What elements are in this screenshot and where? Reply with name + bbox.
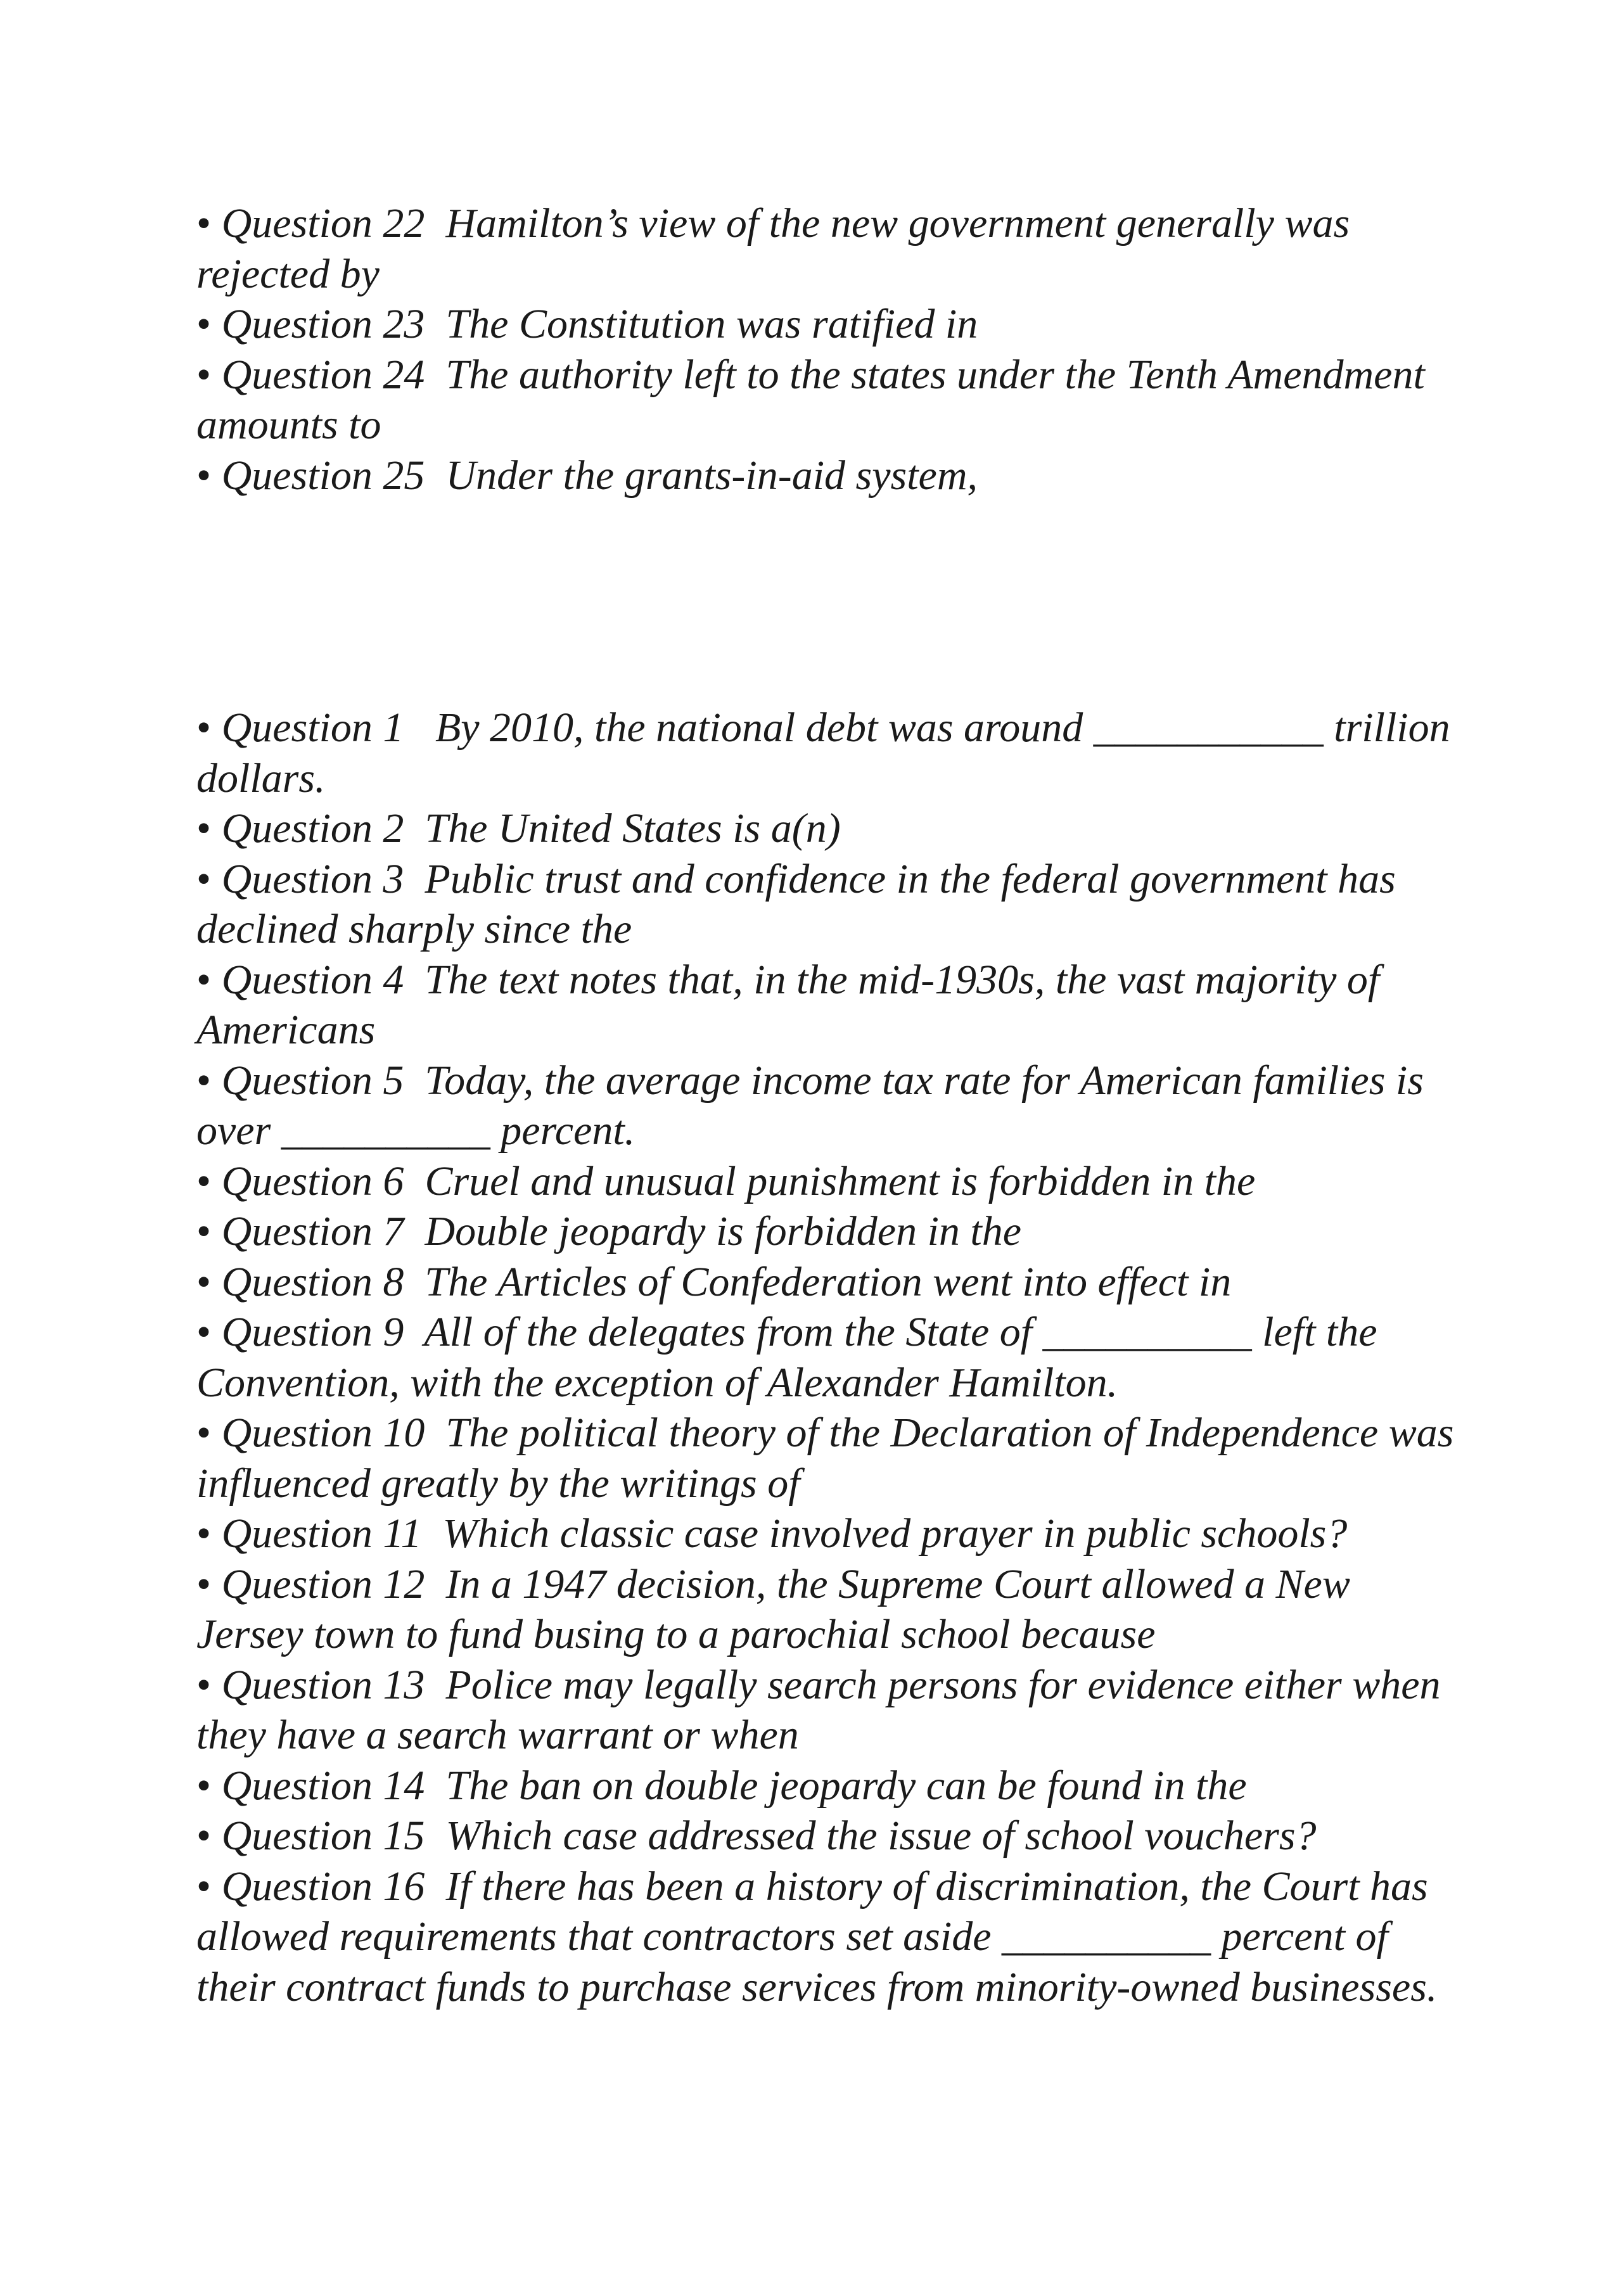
question-text: The authority left to the states under the Tenth Amendment amounts to [196,351,1436,448]
question-5 [196,1056,1464,1156]
bullet: • [196,1762,212,1809]
question-number: Question 4 [221,956,404,1003]
question-text: In a 1947 decision, the Supreme Court allowed a New Jersey town to fund busing to a parochial school because [196,1560,1361,1657]
question-24 [196,350,1464,450]
question-11 [196,1508,1464,1559]
bullet: • [196,705,212,751]
bullet: • [196,1258,212,1305]
question-number: Question 22 [221,200,425,246]
question-4 [196,955,1464,1056]
question-text: Today, the average income tax rate for American families is over __________ percent. [196,1057,1434,1154]
bullet: • [196,200,212,246]
question-22 [196,198,1464,299]
question-text: The political theory of the Declaration of Independence was influenced greatly by the writings of [196,1410,1464,1507]
question-number: Question 25 [221,452,425,499]
question-16 [196,1861,1464,2013]
bullet: • [196,1560,212,1607]
question-13 [196,1660,1464,1761]
bullet: • [196,805,212,851]
question-text: Cruel and unusual punishment is forbidden in the [425,1158,1256,1204]
bullet: • [196,452,212,499]
question-list [196,703,1464,2012]
question-9 [196,1307,1464,1408]
question-7 [196,1206,1464,1257]
question-number: Question 11 [221,1510,422,1557]
question-6 [196,1156,1464,1207]
bullet: • [196,855,212,902]
question-number: Question 2 [221,805,404,851]
question-2 [196,803,1464,854]
question-number: Question 1 [221,705,404,751]
bullet: • [196,1863,212,1910]
question-25 [196,450,1464,501]
question-text: The ban on double jeopardy can be found in the [445,1762,1247,1809]
question-14 [196,1761,1464,1811]
question-8 [196,1257,1464,1308]
question-1 [196,703,1464,803]
question-number: Question 12 [221,1560,425,1607]
bullet: • [196,301,212,347]
question-number: Question 5 [221,1057,404,1104]
question-number: Question 13 [221,1661,425,1708]
question-10 [196,1408,1464,1508]
question-3 [196,854,1464,955]
question-number: Question 24 [221,351,425,398]
question-text: Double jeopardy is forbidden in the [425,1208,1022,1254]
question-text: The Articles of Confederation went into effect in [425,1258,1232,1305]
bullet: • [196,1309,212,1355]
question-text: Public trust and confidence in the federal government has declined sharply since the [196,855,1407,952]
bullet: • [196,1158,212,1204]
question-text: Police may legally search persons for evidence either when they have a search warrant or when [196,1661,1452,1758]
bullet: • [196,956,212,1003]
question-text: By 2010, the national debt was around ___________ trillion dollars. [196,705,1461,801]
question-number: Question 10 [221,1410,425,1456]
bullet: • [196,1813,212,1859]
bullet: • [196,1410,212,1456]
question-list-continued [196,198,1464,501]
question-text: Hamilton’s view of the new government generally was rejected by [196,200,1360,297]
question-text: Which case addressed the issue of school vouchers? [445,1813,1317,1859]
bullet: • [196,351,212,398]
question-23 [196,299,1464,350]
question-text: Which classic case involved prayer in public schools? [442,1510,1348,1557]
question-15 [196,1811,1464,1861]
bullet: • [196,1208,212,1254]
question-text: All of the delegates from the State of __________ left the Convention, with the exception of Alexander Hamilton. [196,1309,1388,1406]
bullet: • [196,1661,212,1708]
question-number: Question 23 [221,301,425,347]
question-number: Question 8 [221,1258,404,1305]
question-text: The text notes that, in the mid-1930s, the vast majority of Americans [196,956,1389,1053]
question-text: The Constitution was ratified in [445,301,978,347]
question-number: Question 15 [221,1813,425,1859]
question-text: Under the grants-in-aid system, [445,452,978,499]
bullet: • [196,1057,212,1104]
question-number: Question 7 [221,1208,404,1254]
question-text: If there has been a history of discrimination, the Court has allowed requirements that contractors set aside __________ percent of their contract funds to purchase services from minority-owned businesses. [196,1863,1439,2010]
bullet: • [196,1510,212,1557]
question-number: Question 3 [221,855,404,902]
question-text: The United States is a(n) [425,805,841,851]
question-number: Question 14 [221,1762,425,1809]
question-number: Question 16 [221,1863,425,1910]
question-number: Question 6 [221,1158,404,1204]
question-12 [196,1559,1464,1660]
question-number: Question 9 [221,1309,404,1355]
